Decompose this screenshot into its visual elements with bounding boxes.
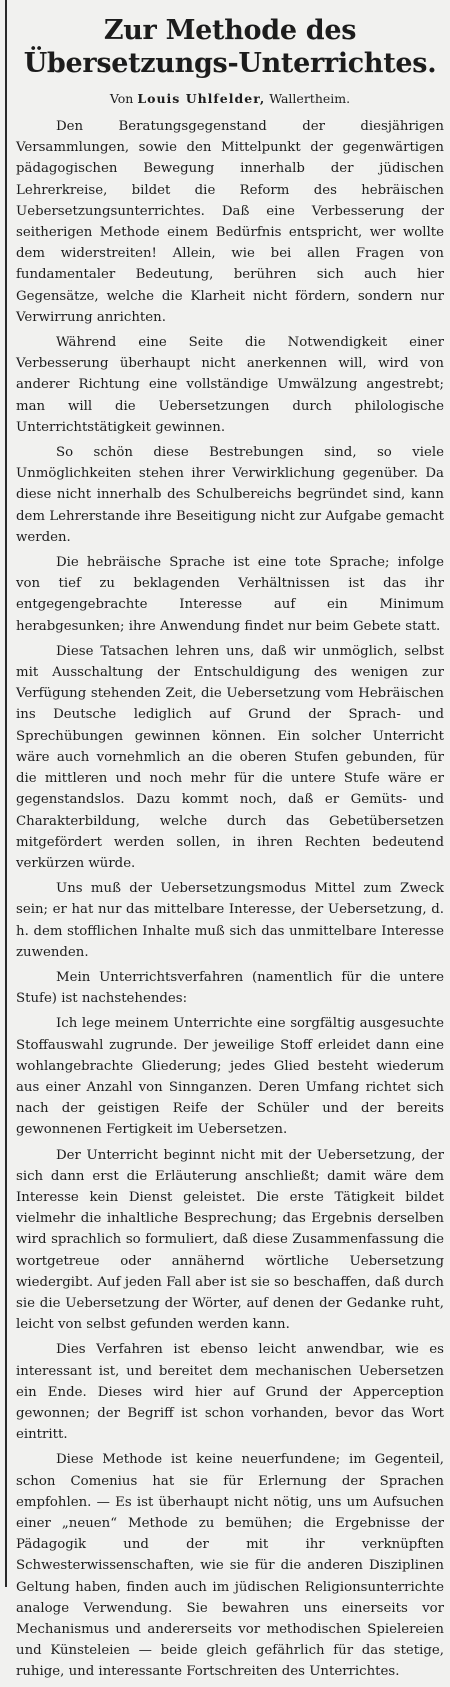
paragraph: Dies Verfahren ist ebenso leicht anwendbar, wie es interessant ist, und bereitet dem mechanischen Uebersetzen ein Ende. Dieses wird hier auf Grund der Apperception gewonnen; der Begriff ist schon vorhanden, bevor das Wort eintritt.: [16, 1342, 444, 1443]
paragraph: Während eine Seite die Notwendigkeit einer Verbesserung überhaupt nicht anerkennen will, wird von anderer Richtung eine vollständige Umwälzung angestrebt; man will die Uebersetzungen durch philologische Unterrichtstätigkeit gewinnen.: [16, 335, 444, 435]
paragraph: Der Unterricht beginnt nicht mit der Uebersetzung, der sich dann erst die Erläuterung anschließt; damit wäre dem Interesse kein Dienst geleistet. Die erste Tätigkeit bildet vielmehr die inhaltliche Besprechung; das Ergebnis derselben wird sprachlich so formuliert, daß diese Zusammenfassung die wortgetreue oder annähernd wörtliche Uebersetzung wiedergibt. Auf jeden Fall aber ist sie so beschaffen, daß durch sie die Uebersetzung der Wörter, auf denen der Gedanke ruht, leicht von selbst gefunden werden kann.: [16, 1147, 444, 1333]
paragraph: Uns muß der Uebersetzungsmodus Mittel zum Zweck sein; er hat nur das mittelbare Interesse, der Uebersetzung, d. h. dem stofflichen Inhalte muß sich das unmittelbare Interesse zuwenden.: [16, 881, 444, 960]
paragraph: Ich lege meinem Unterrichte eine sorgfältig ausgesuchte Stoffauswahl zugrunde. Der jeweilige Stoff erleidet dann eine wohlangebrachte Gliederung; jedes Glied besteht wiederum aus einer Anzahl von Sinnganzen. Deren Umfang richtet sich nach der geistigen Reife der Schüler und der bereits gewonnenen Fertigkeit im Uebersetzen.: [16, 1016, 444, 1138]
column-rule: [5, 0, 7, 1587]
article: [16, 8, 444, 1687]
byline: [16, 90, 444, 108]
byline-prefix: Von: [109, 91, 134, 106]
paragraph: Diese Methode ist keine neuerfundene; im Gegenteil, schon Comenius hat sie für Erlernung der Sprachen empfohlen. — Es ist überhaupt nicht nötig, uns um Aufsuchen einer „neuen“ Methode zu bemühen; die Ergebnisse der Pädagogik und der mit ihr verknüpften Schwesterwissenschaften, wie sie für die anderen Disziplinen Geltung haben, finden auch im jüdischen Religionsunterrichte analoge Verwendung. Sie bewahren uns einerseits vor Mechanismus und andererseits vor methodischen Spielereien und Künsteleien — beide gleich gefährlich für das stetige, ruhige, und interessante Fortschreiten des Unterrichtes.: [16, 1452, 444, 1680]
paragraph: Diese Tatsachen lehren uns, daß wir unmöglich, selbst mit Ausschaltung der Entschuldigung des wenigen zur Verfügung stehenden Zeit, die Uebersetzung vom Hebräischen ins Deutsche lediglich auf Grund der Sprach- und Sprechübungen gewinnen können. Ein solcher Unterricht wäre auch vornehmlich an die oberen Stufen gebunden, für die mittleren und noch mehr für die untere Stufe wäre er gegenstandslos. Dazu kommt noch, daß er Gemüts- und Charakterbildung, welche durch das Gebetübersetzen mitgefördert werden sollen, in ihren Rechten bedeutend verkürzen würde.: [16, 643, 444, 871]
paragraph: Die hebräische Sprache ist eine tote Sprache; infolge von tief zu beklagenden Verhältnissen ist das ihr entgegengebrachte Interesse auf ein Minimum herabgesunken; ihre Anwendung findet nur beim Gebete statt.: [16, 555, 444, 634]
author-name: Louis Uhlfelder,: [137, 91, 266, 106]
author-place: Wallertheim.: [269, 91, 351, 106]
paragraph: So schön diese Bestrebungen sind, so viele Unmöglichkeiten stehen ihrer Verwirklichung gegenüber. Da diese nicht innerhalb des Schulbereichs begründet sind, kann dem Lehrerstande ihre Beseitigung nicht zur Aufgabe gemacht werden.: [16, 445, 444, 545]
paragraph: Den Beratungsgegenstand der diesjährigen Versammlungen, sowie den Mittelpunkt der gegenwärtigen pädagogischen Bewegung innerhalb der jüdischen Lehrerkreise, bildet die Reform des hebräischen Uebersetzungsunterrichtes. Daß eine Verbesserung der seitherigen Methode einem Bedürfnis entspricht, wer wollte dem widerstreiten! Allein, wie bei allen Fragen von fundamentaler Bedeutung, berühren sich auch hier Gegensätze, welche die Klarheit nicht fördern, sondern nur Verwirrung anrichten.: [16, 119, 444, 325]
paragraph: Mein Unterrichtsverfahren (namentlich für die untere Stufe) ist nachstehendes:: [16, 969, 444, 1007]
article-title: Zur Methode des Übersetzungs-Unterrichtes.: [23, 15, 437, 79]
